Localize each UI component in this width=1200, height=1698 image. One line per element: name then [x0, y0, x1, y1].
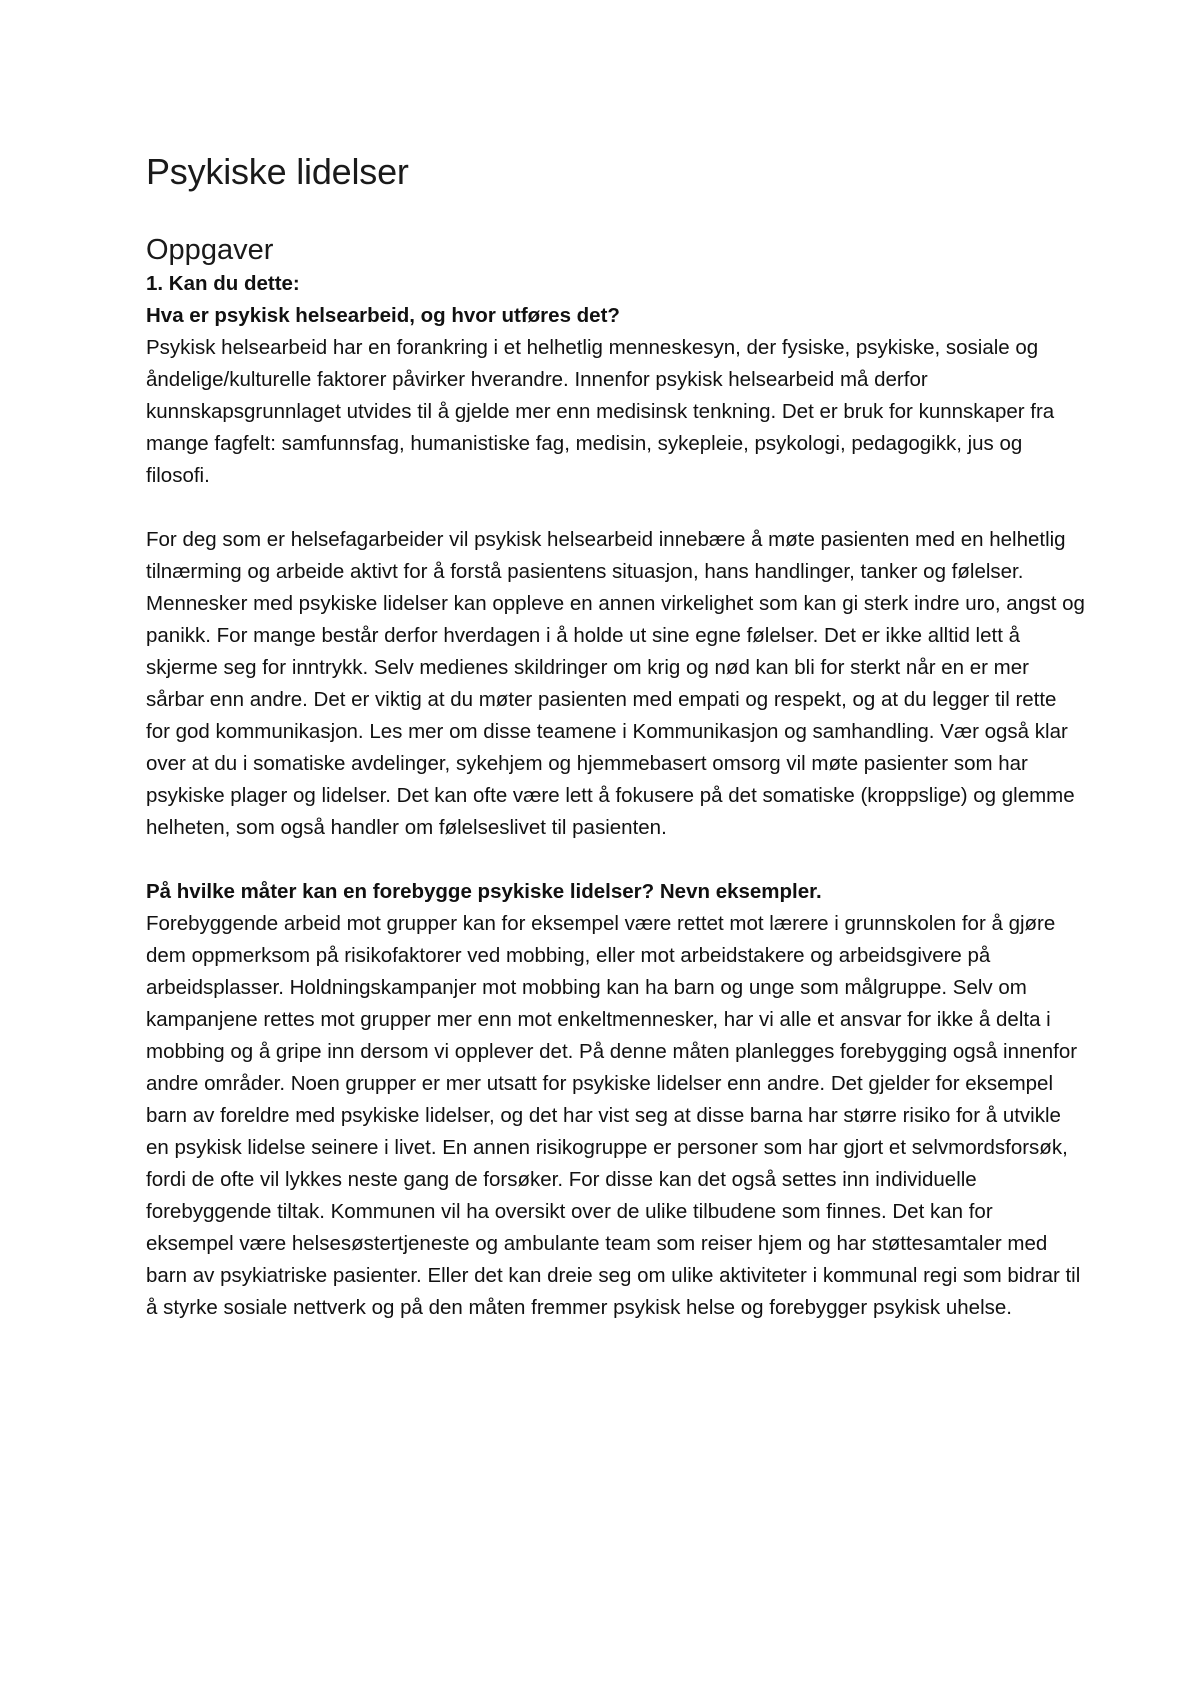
document-content — [146, 150, 1086, 1324]
document-title: Psykiske lidelser — [146, 151, 409, 192]
question-2: På hvilke måter kan en forebygge psykiske lidelser? Nevn eksempler. — [146, 880, 822, 903]
answer-1-paragraph-1: Psykisk helsearbeid har en forankring i et helhetlig menneskesyn, der fysiske, psykiske, sosiale og åndelige/kulturelle faktorer påvirker hverandre. Innenfor psykisk helsearbeid må derfor kunnskapsgrunnlaget utvides til å gjelde mer enn medisinsk tenkning. Det er bruk for kunnskaper fra mange fagfelt: samfunnsfag, humanistiske fag, medisin, sykepleie, psykologi, pedagogikk, jus og filosofi. — [146, 336, 1055, 487]
paragraph-spacer — [146, 492, 1086, 524]
document-subtitle: Oppgaver — [146, 234, 274, 266]
answer-2-paragraph-1: Forebyggende arbeid mot grupper kan for eksempel være rettet mot lærere i grunnskolen for å gjøre dem oppmerksom på risikofaktorer ved mobbing, eller mot arbeidstakere og arbeidsgivere på arbeidsplasser. Holdningskampanjer mot mobbing kan ha barn og unge som målgruppe. Selv om kampanjene rettes mot grupper mer enn mot enkeltmennesker, har vi alle et ansvar for ikke å delta i mobbing og å gripe inn dersom vi opplever det. På denne måten planlegges forebygging også innenfor andre områder. Noen grupper er mer utsatt for psykiske lidelser enn andre. Det gjelder for eksempel barn av foreldre med psykiske lidelser, og det har vist seg at disse barna har større risiko for å utvikle en psykisk lidelse seinere i livet. En annen risikogruppe er personer som har gjort et selvmordsforsøk, fordi de ofte vil lykkes neste gang de forsøker. For disse kan det også settes inn individuelle forebyggende tiltak. Kommunen vil ha oversikt over de ulike tilbudene som finnes. Det kan for eksempel være helsesøstertjeneste og ambulante team som reiser hjem og har støttesamtaler med barn av psykiatriske pasienter. Eller det kan dreie seg om ulike aktiviteter i kommunal regi som bidrar til å styrke sosiale nettverk og på den måten fremmer psykisk helse og forebygger psykisk uhelse. — [146, 912, 1081, 1319]
question-1: Hva er psykisk helsearbeid, og hvor utføres det? — [146, 304, 620, 327]
section-heading: 1. Kan du dette: — [146, 272, 300, 295]
answer-1-paragraph-2: For deg som er helsefagarbeider vil psykisk helsearbeid innebære å møte pasienten med en helhetlig tilnærming og arbeide aktivt for å forstå pasientens situasjon, hans handlinger, tanker og følelser. Mennesker med psykiske lidelser kan oppleve en annen virkelighet som kan gi sterk indre uro, angst og panikk. For mange består derfor hverdagen i å holde ut sine egne følelser. Det er ikke alltid lett å skjerme seg for inntrykk. Selv medienes skildringer om krig og nød kan bli for sterkt når en er mer sårbar enn andre. Det er viktig at du møter pasienten med empati og respekt, og at du legger til rette for god kommunikasjon. Les mer om disse teamene i Kommunikasjon og samhandling. Vær også klar over at du i somatiske avdelinger, sykehjem og hjemmebasert omsorg vil møte pasienter som har psykiske plager og lidelser. Det kan ofte være lett å fokusere på det somatiske (kroppslige) og glemme helheten, som også handler om følelseslivet til pasienten. — [146, 528, 1085, 839]
paragraph-spacer — [146, 844, 1086, 876]
